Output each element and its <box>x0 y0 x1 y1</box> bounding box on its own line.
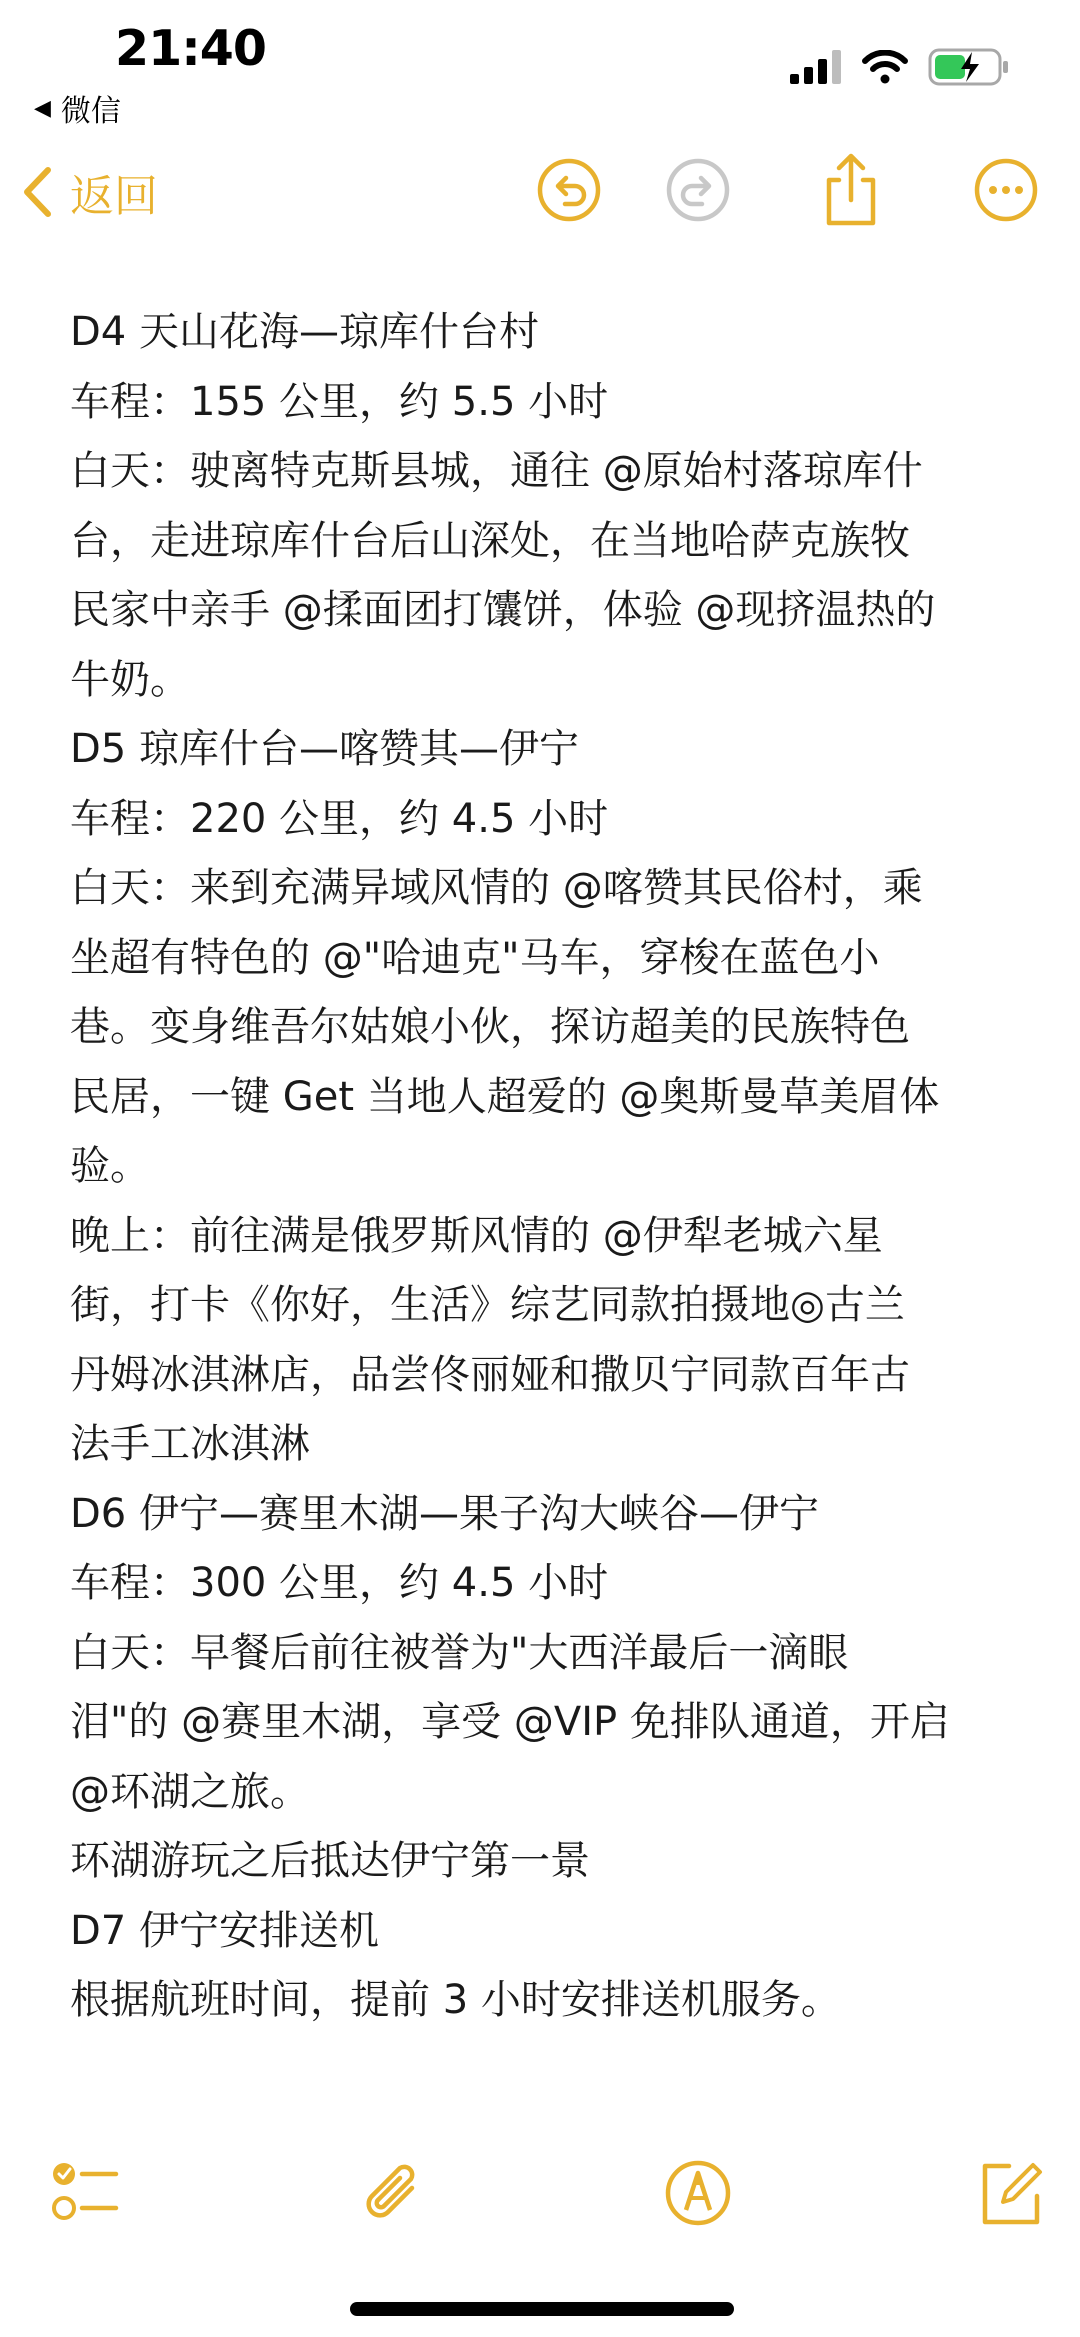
status-icons <box>790 48 1010 86</box>
paperclip-icon[interactable] <box>360 2158 430 2228</box>
wifi-icon <box>862 50 908 84</box>
note-line: 巷。变身维吾尔姑娘小伙，探访超美的民族特色 <box>70 1004 910 1050</box>
note-line: 泪"的 @赛里木湖，享受 @VIP 免排队通道，开启 <box>70 1699 950 1745</box>
back-button[interactable] <box>22 160 158 224</box>
undo-icon[interactable] <box>535 156 603 224</box>
note-line: 车程：300 公里，约 4.5 小时 <box>70 1560 609 1606</box>
back-triangle-icon: ◀ <box>34 95 51 121</box>
note-line: 白天：早餐后前往被誉为"大西洋最后一滴眼 <box>70 1629 849 1676</box>
compose-icon[interactable] <box>975 2158 1045 2228</box>
note-line: 验。 <box>70 1143 150 1189</box>
note-line: 白天：来到充满异域风情的 @喀赞其民俗村，乘 <box>70 865 923 911</box>
note-line: 丹姆冰淇淋店，品尝佟丽娅和撒贝宁同款百年古 <box>70 1351 910 1398</box>
markup-pen-icon[interactable] <box>663 2158 733 2228</box>
checklist-icon[interactable] <box>50 2158 120 2228</box>
signal-icon <box>790 50 842 84</box>
note-line: 法手工冰淇淋 <box>70 1421 310 1467</box>
note-line: 白天：驶离特克斯县城，通往 @原始村落琼库什 <box>70 448 923 494</box>
home-indicator[interactable] <box>350 2302 734 2316</box>
more-icon[interactable] <box>972 156 1040 224</box>
note-line: 民居，一键 Get 当地人超爱的 @奥斯曼草美眉体 <box>70 1073 940 1120</box>
note-line: 晚上：前往满是俄罗斯风情的 @伊犁老城六星 <box>70 1212 883 1259</box>
note-line: 台，走进琼库什台后山深处，在当地哈萨克族牧 <box>70 517 910 564</box>
note-line: 坐超有特色的 @"哈迪克"马车，穿梭在蓝色小 <box>70 934 880 981</box>
back-label: 返回 <box>70 171 158 222</box>
status-time: 21:40 <box>115 20 266 77</box>
back-to-app-link[interactable] <box>34 86 121 130</box>
chevron-left-icon <box>22 166 52 218</box>
navigation-bar <box>0 150 1080 240</box>
back-app-label: 微信 <box>60 94 121 129</box>
battery-charging-icon <box>928 48 1010 86</box>
note-body[interactable] <box>70 298 1030 2036</box>
note-line: 街，打卡《你好，生活》综艺同款拍摄地◎古兰 <box>70 1282 905 1328</box>
note-line: D5 琼库什台—喀赞其—伊宁 <box>70 726 579 772</box>
note-line: 民家中亲手 @揉面团打馕饼，体验 @现挤温热的 <box>70 587 936 633</box>
note-line: 环湖游玩之后抵达伊宁第一景 <box>70 1838 590 1884</box>
note-line: 车程：155 公里，约 5.5 小时 <box>70 378 609 425</box>
share-icon[interactable] <box>820 152 882 228</box>
note-line: 车程：220 公里，约 4.5 小时 <box>70 795 609 842</box>
bottom-toolbar <box>0 2158 1080 2238</box>
note-line: 根据航班时间，提前 3 小时安排送机服务。 <box>70 1977 841 2023</box>
note-line: D6 伊宁—赛里木湖—果子沟大峡谷—伊宁 <box>70 1490 819 1537</box>
status-bar <box>0 0 1080 140</box>
note-line: @环湖之旅。 <box>70 1768 310 1815</box>
note-line: D7 伊宁安排送机 <box>70 1907 379 1954</box>
redo-icon[interactable] <box>664 156 732 224</box>
note-line: 牛奶。 <box>70 656 190 703</box>
note-line: D4 天山花海—琼库什台村 <box>70 309 539 355</box>
